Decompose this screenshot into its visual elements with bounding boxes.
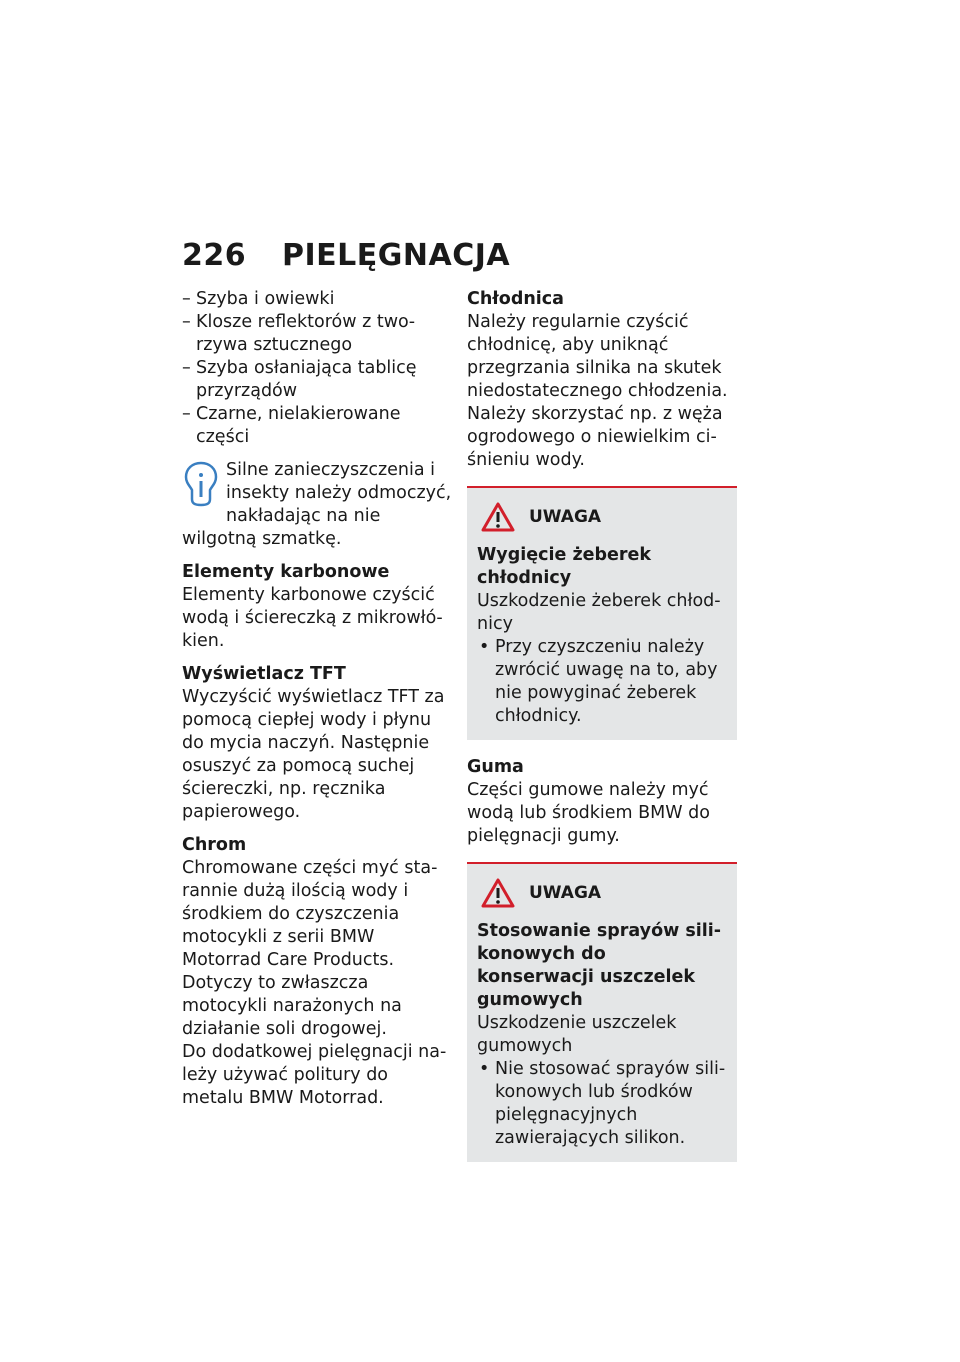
warning-triangle-icon — [481, 878, 515, 908]
section-text: Chromowane części myć starannie dużą ilością wody i środkiem do czyszczenia motocykli z serii BMW Motorrad Care Products. Dotyczy to zwłaszcza motocykli narażonych na działanie soli drogowej. — [182, 858, 438, 1039]
warning-header — [477, 502, 727, 532]
section-heading: Chłodnica — [467, 289, 564, 309]
info-icon — [182, 461, 220, 507]
radiator-section — [467, 288, 737, 472]
cleaning-parts-list — [182, 288, 452, 449]
warning-triangle-icon — [481, 502, 515, 532]
warning-box — [467, 862, 737, 1162]
page-number: 226 — [182, 238, 247, 273]
list-item: – Czarne, nielakierowane części — [182, 403, 452, 449]
section-text: Części gumowe należy myć wodą lub środkiem BMW do pielęgnacji gumy. — [467, 780, 710, 846]
section-heading: Guma — [467, 757, 524, 777]
section-heading: Elementy karbonowe — [182, 562, 390, 582]
right-column — [467, 288, 737, 1162]
warning-label: UWAGA — [529, 506, 602, 527]
list-item: • Przy czyszczeniu należy zwrócić uwagę na to, aby nie powyginać żeberek chłodnicy. — [477, 636, 727, 728]
chrome-section — [182, 834, 452, 1110]
section-text: Do dodatkowej pielęgnacji należy używać politury do metalu BMW Motorrad. — [182, 1042, 447, 1108]
section-text: Wyczyścić wyświetlacz TFT za pomocą ciepłej wody i płynu do mycia naczyń. Następnie osuszyć za pomocą suchej ściereczki, np. ręcznika papierowego. — [182, 687, 445, 822]
section-text: Należy skorzystać np. z węża ogrodowego o niewielkim ciśnieniu wody. — [467, 404, 723, 470]
section-heading: Chrom — [182, 835, 247, 855]
chapter-title: PIELĘGNACJA — [282, 238, 511, 273]
warning-subtitle: Wygięcie żeberek chłodnicy — [477, 545, 652, 588]
warning-bullets — [477, 1058, 727, 1150]
left-column — [182, 288, 452, 1110]
warning-box — [467, 486, 737, 740]
warning-text: Uszkodzenie uszczelek gumowych — [477, 1013, 677, 1056]
warning-text: Uszkodzenie żeberek chłodnicy — [477, 591, 721, 634]
page-header — [182, 238, 510, 273]
list-item: – Szyba i owiewki — [182, 288, 452, 311]
rubber-section — [467, 756, 737, 848]
list-item: – Klosze reflektorów z tworzywa sztucznego — [182, 311, 452, 357]
section-heading: Wyświetlacz TFT — [182, 664, 346, 684]
tft-section — [182, 663, 452, 824]
warning-header — [477, 878, 727, 908]
section-text: Należy regularnie czyścić chłodnicę, aby uniknąć przegrzania silnika na skutek niedostatecznego chłodzenia. — [467, 312, 728, 401]
section-text: Elementy karbonowe czyścić wodą i ściereczką z mikrowłókien. — [182, 585, 443, 651]
carbon-section — [182, 561, 452, 653]
warning-label: UWAGA — [529, 882, 602, 903]
warning-subtitle: Stosowanie sprayów silikonowych do konserwacji uszczelek gumowych — [477, 921, 722, 1010]
list-item: • Nie stosować sprayów silikonowych lub środków pielęgnacyjnych zawierających silikon. — [477, 1058, 727, 1150]
note-text: Silne zanieczyszczenia i insekty należy odmoczyć, nakładając na nie wilgotną szmatkę. — [182, 460, 452, 549]
list-item: – Szyba osłaniająca tablicę przyrządów — [182, 357, 452, 403]
warning-bullets — [477, 636, 727, 728]
info-note — [182, 459, 452, 551]
